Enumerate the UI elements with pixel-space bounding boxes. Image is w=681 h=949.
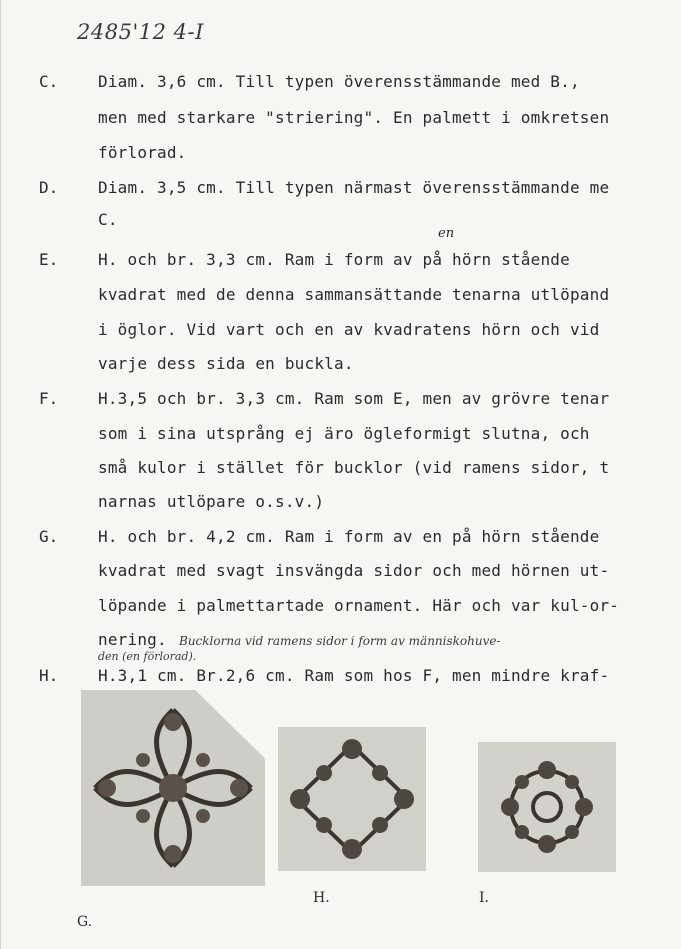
entry-c-line-1: Diam. 3,6 cm. Till typen överensstämmande med B., (98, 72, 580, 91)
entry-d-line-2: C. (98, 210, 118, 229)
ornament-i-image (478, 742, 616, 872)
entry-e-line-3: i öglor. Vid vart och en av kvadratens hörn och vid (98, 320, 600, 339)
entry-f-line-3: små kulor i stället för bucklor (vid ramens sidor, t (98, 458, 610, 477)
handwritten-note-2: den (en förlorad). (98, 650, 197, 663)
handwritten-insert-en: en (438, 226, 455, 241)
entry-letter-h: H. (39, 666, 59, 685)
entry-e-line-4: varje dess sida en buckla. (98, 354, 354, 373)
entry-g-line-2: kvadrat med svagt insvängda sidor och med hörnen ut- (98, 561, 610, 580)
ornament-h-image (278, 727, 426, 871)
entry-e-line-1: H. och br. 3,3 cm. Ram i form av på hörn stående (98, 250, 570, 269)
entry-d-line-1: Diam. 3,5 cm. Till typen närmast överensstämmande me (98, 178, 610, 197)
entry-c-line-2: men med starkare "striering". En palmett i omkretsen (98, 108, 610, 127)
entry-g-line-1: H. och br. 4,2 cm. Ram i form av en på hörn stående (98, 527, 600, 546)
entry-e-line-2: kvadrat med de denna sammansättande tenarna utlöpand (98, 285, 610, 304)
photo-ornament-i (478, 742, 616, 872)
caption-i: I. (479, 890, 489, 906)
entry-letter-f: F. (39, 389, 59, 408)
archive-number: 2485'12 4-I (77, 20, 204, 44)
entry-f-line-4: narnas utlöpare o.s.v.) (98, 492, 325, 511)
entry-g-line-4: nering. (98, 630, 167, 649)
caption-h: H. (313, 890, 330, 906)
photo-ornament-h (278, 727, 426, 871)
handwritten-note-1: Bucklorna vid ramens sidor i form av människohuve- (179, 634, 501, 648)
entry-h-line-1: H.3,1 cm. Br.2,6 cm. Ram som hos F, men mindre kraf- (98, 666, 610, 685)
entry-f-line-2: som i sina utsprång ej äro ögleformigt slutna, och (98, 424, 590, 443)
ornament-g-image (81, 690, 265, 886)
entry-letter-e: E. (39, 250, 59, 269)
entry-letter-d: D. (39, 178, 59, 197)
photo-ornament-g (81, 690, 265, 886)
entry-c-line-3: förlorad. (98, 143, 187, 162)
caption-g: G. (77, 914, 93, 930)
entry-f-line-1: H.3,5 och br. 3,3 cm. Ram som E, men av grövre tenar (98, 389, 610, 408)
entry-g-line-3: löpande i palmettartade ornament. Här och var kul-or- (98, 596, 620, 615)
entry-letter-g: G. (39, 527, 59, 546)
entry-letter-c: C. (39, 72, 59, 91)
